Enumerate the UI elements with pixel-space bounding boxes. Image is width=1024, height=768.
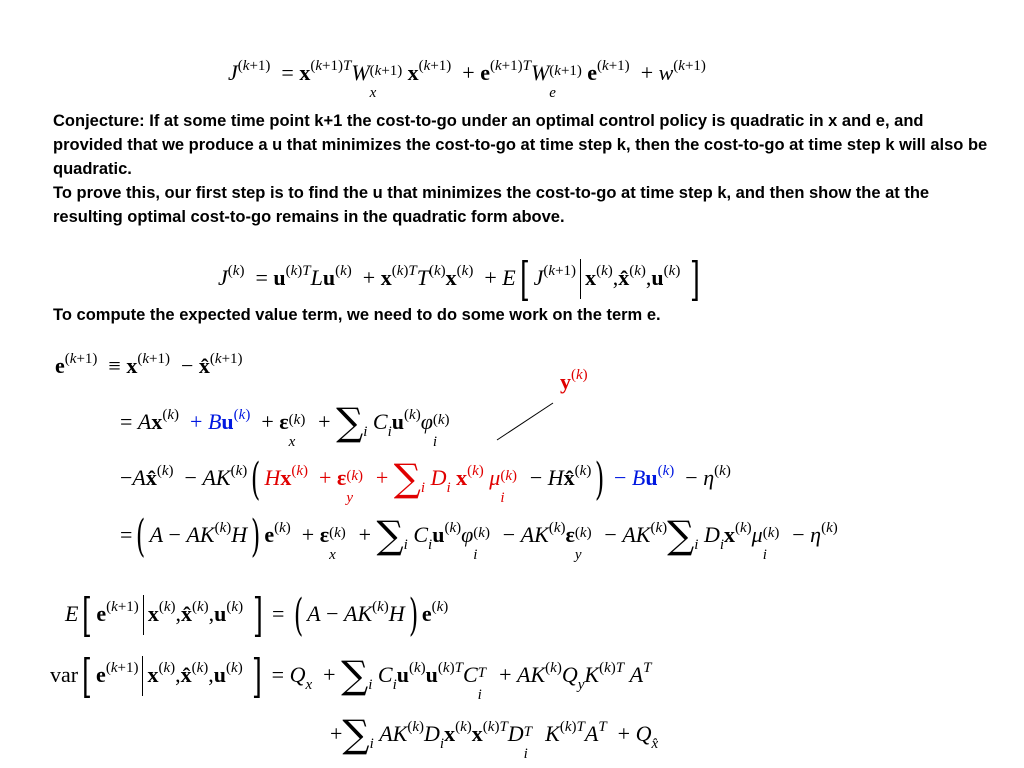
equation-e-expansion-line-4: =( $A - AK^{(k)}H$) $e^{(k)} + \varepsilon$ (k) x + $\sum_i$ $C_iu^{(k)}\varphi$ (k) i − $AK^{(k)}\varepsilon$ (k) y − $AK^{(k)}\sum_i$ $D_ix^{(k)}\mu$ (k) i − $\eta^{(k)}$: [120, 511, 838, 563]
equation-expected-e: E[ $e^{(k+1)}$ $x^{(k)},x̂^{(k)},u^{(k)}$ ] = ( $A - AK^{(k)}H$) $e^{(k)}$: [65, 588, 449, 642]
equation-cost-to-go-k-plus-1: $J^{(k+1)} = x^{(k+1)T}W$ (k+1) x $x^{(k+1)} + e^{(k+1)T}W$ (k+1) e $e^{(k+1)} + w^{(k+1)}$: [228, 58, 706, 101]
expected-value-intro-text: To compute the expected value term, we need to do some work on the term e.: [53, 306, 661, 324]
annotation-y-k: $y^{(k)}$: [560, 367, 588, 394]
equation-variance-e-line-1: var[ $e^{(k+1)}$ $x^{(k)},x̂^{(k)},u^{(k)}$ ] = $Q_x + \sum_i$ $C_iu^{(k)}u^{(k)T}C$ T i + $AK^{(k)}Q_yK^{(k)T}$ $A^T$: [50, 649, 652, 703]
equation-e-expansion-line-2: = $Ax^{(k)} + Bu^{(k)} + \varepsilon$ (k) x + $\sum_i$ $C_iu^{(k)}\varphi$ (k) i: [120, 400, 450, 450]
conjecture-text: Conjecture: If at some time point k+1 the cost-to-go under an optimal control policy is quadratic in x and e, and provided that we produce a u that minimizes the cost-to-go at time step k, then the cost-to-go at time step k will also be quadratic.: [53, 112, 988, 178]
proof-intro-text: To prove this, our first step is to find the u that minimizes the cost-to-go at time step k, and then show the at the resulting optimal cost-to-go remains in the quadratic form above.: [53, 184, 930, 226]
equation-e-definition: $e^{(k+1)} \equiv x^{(k+1)}$ − x̂$^{(k+1)}$: [55, 351, 243, 378]
equation-cost-to-go-k: $J^{(k)} = u^{(k)T}Lu^{(k)} + x^{(k)T}T^{(k)}x^{(k)} + E$[ $J^{(k+1)}$ $x^{(k)},x̂^{(k)},u^{(k)}$ ]: [218, 252, 700, 306]
equation-e-expansion-line-3: −Ax̂$^{(k)}$ − $AK^{(k)}$( Hx$^{(k)}$ + ε (k) y + $\sum_i$ $D_i$ $x^{(k)}$ μ (k) i − Hx̂$^{(k)}$) − $Bu^{(k)} - \eta^{(k)}$: [120, 454, 731, 506]
equation-variance-e-line-2: $+\sum_i$ $AK^{(k)}D_ix^{(k)}x^{(k)T}D$ T i $K^{(k)T}A^T + Q_{x̂}$: [330, 712, 659, 762]
